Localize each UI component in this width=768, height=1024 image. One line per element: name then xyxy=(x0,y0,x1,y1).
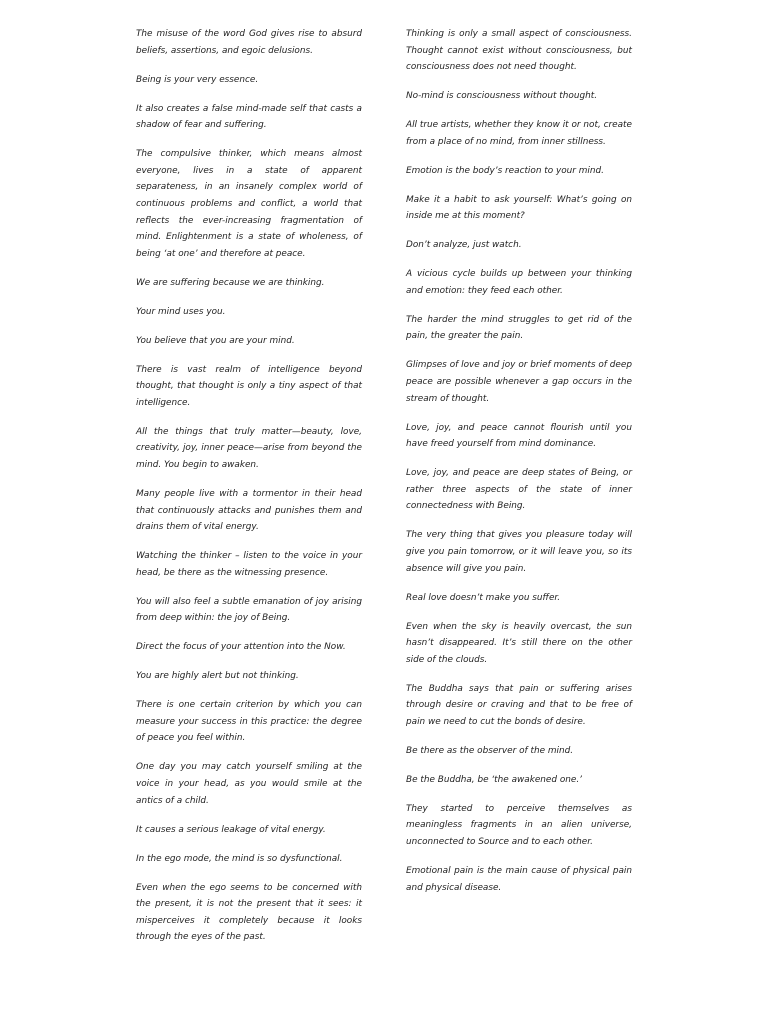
quote-paragraph: Make it a habit to ask yourself: What’s going on inside me at this moment? xyxy=(406,194,632,222)
quote-paragraph: No-mind is consciousness without thought. xyxy=(406,91,598,102)
quote-paragraph: Your mind uses you. xyxy=(136,306,226,317)
quote-paragraph: The harder the mind struggles to get rid of the pain, the greater the pain. xyxy=(406,314,632,342)
quote-paragraph: Love, joy, and peace are deep states of Being, or rather three aspects of the state of inner connectedness with Being. xyxy=(406,468,632,512)
quote-paragraph: Watching the thinker – listen to the voice in your head, be there as the witnessing presence. xyxy=(136,551,362,578)
quote-paragraph: They started to perceive themselves as meaningless fragments in an alien universe, unconnected to Source and to each other. xyxy=(406,803,632,848)
quote-paragraph: One day you may catch yourself smiling at the voice in your head, as you would smile at the antics of a child. xyxy=(136,762,362,806)
quote-paragraph: Emotion is the body’s reaction to your mind. xyxy=(406,165,604,176)
quote-paragraph: Thinking is only a small aspect of consciousness. Thought cannot exist without consciousness, but consciousness does not need thought. xyxy=(406,29,632,73)
quote-paragraph: You are highly alert but not thinking. xyxy=(136,671,299,682)
quote-paragraph: Many people live with a tormentor in their head that continuously attacks and punishes them and drains them of vital energy. xyxy=(136,488,362,533)
quote-paragraph: Even when the ego seems to be concerned with the present, it is not the present that it sees: it misperceives it completely because it looks through the eyes of the past. xyxy=(136,882,362,943)
quote-paragraph: Even when the sky is heavily overcast, the sun hasn’t disappeared. It’s still there on the other side of the clouds. xyxy=(406,621,632,665)
quote-paragraph: Be the Buddha, be ‘the awakened one.’ xyxy=(406,774,582,785)
quote-paragraph: Love, joy, and peace cannot flourish until you have freed yourself from mind dominance. xyxy=(406,422,632,450)
quote-paragraph: Direct the focus of your attention into the Now. xyxy=(136,642,346,653)
quote-paragraph: You will also feel a subtle emanation of joy arising from deep within: the joy of Being. xyxy=(136,596,362,624)
quote-paragraph: Emotional pain is the main cause of physical pain and physical disease. xyxy=(406,866,632,893)
quote-paragraph: In the ego mode, the mind is so dysfunctional. xyxy=(136,853,343,864)
quote-paragraph: The compulsive thinker, which means almost everyone, lives in a state of apparent separateness, in an insanely complex world of continuous problems and conflict, a world that reflects the ever-increasing fragmentation of mind. Enlightenment is a state of wholeness, of being ‘at one’ and therefore at peace. xyxy=(136,149,362,259)
quote-paragraph: It also creates a false mind-made self that casts a shadow of fear and suffering. xyxy=(136,103,362,131)
right-column xyxy=(406,26,632,909)
quote-paragraph: All the things that truly matter—beauty, love, creativity, joy, inner peace—arise from beyond the mind. You begin to awaken. xyxy=(136,426,362,470)
quote-paragraph: Real love doesn’t make you suffer. xyxy=(406,592,561,603)
quote-paragraph: All true artists, whether they know it or not, create from a place of no mind, from inner stillness. xyxy=(406,120,632,147)
quote-paragraph: The misuse of the word God gives rise to absurd beliefs, assertions, and egoic delusions. xyxy=(136,29,362,56)
quote-paragraph: Don’t analyze, just watch. xyxy=(406,240,522,251)
quote-paragraph: We are suffering because we are thinking. xyxy=(136,277,325,288)
left-column xyxy=(136,26,362,958)
quote-paragraph: A vicious cycle builds up between your thinking and emotion: they feed each other. xyxy=(406,269,632,296)
quote-paragraph: The Buddha says that pain or suffering arises through desire or craving and that to be free of pain we need to cut the bonds of desire. xyxy=(406,683,632,727)
quote-paragraph: The very thing that gives you pleasure today will give you pain tomorrow, or it will leave you, so its absence will give you pain. xyxy=(406,530,632,574)
quote-paragraph: It causes a serious leakage of vital energy. xyxy=(136,824,326,835)
quote-paragraph: Being is your very essence. xyxy=(136,74,259,85)
quote-paragraph: Be there as the observer of the mind. xyxy=(406,745,574,756)
quote-paragraph: You believe that you are your mind. xyxy=(136,335,295,346)
quote-paragraph: There is one certain criterion by which you can measure your success in this practice: the degree of peace you feel within. xyxy=(136,700,362,744)
quote-paragraph: There is vast realm of intelligence beyond thought, that thought is only a tiny aspect of that intelligence. xyxy=(136,364,362,408)
quote-paragraph: Glimpses of love and joy or brief moments of deep peace are possible whenever a gap occurs in the stream of thought. xyxy=(406,360,632,404)
